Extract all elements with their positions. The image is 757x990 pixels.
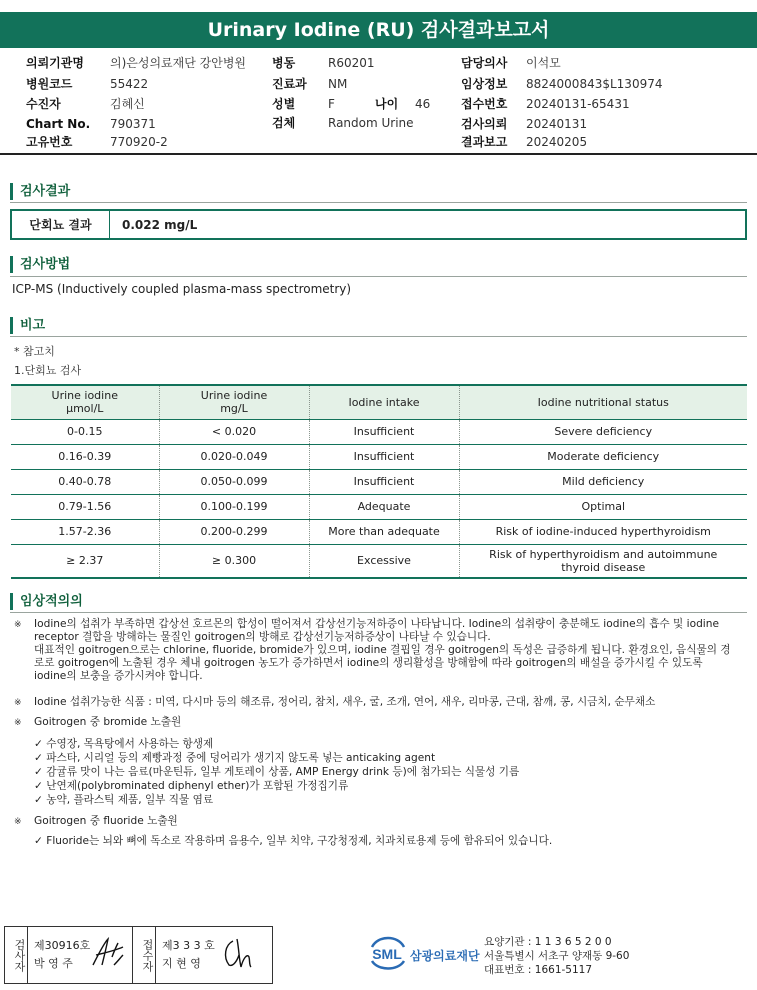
list-item: ✓ 파스타, 시리얼 등의 제빵과정 중에 덩어리가 생기지 않도록 넣는 anticaking agent <box>34 752 436 764</box>
approver-label-cell <box>133 927 156 983</box>
table-cell: Adequate <box>309 494 459 519</box>
table-cell: 0.020-0.049 <box>159 444 309 469</box>
table-cell: 0.050-0.099 <box>159 469 309 494</box>
tester-signature <box>90 935 126 969</box>
header-divider <box>0 153 757 155</box>
table-cell: More than adequate <box>309 519 459 544</box>
age-label: 나이 <box>375 97 399 111</box>
header-value: 770920-2 <box>110 135 168 149</box>
table-row <box>11 469 747 494</box>
tester-label-cell <box>5 927 28 983</box>
table-cell: Moderate deficiency <box>459 444 747 469</box>
table-header-row <box>11 385 747 419</box>
table-cell: Excessive <box>309 544 459 578</box>
header-value: 이석모 <box>526 56 561 70</box>
table-cell: Risk of iodine-induced hyperthyroidism <box>459 519 747 544</box>
header-value: 55422 <box>110 77 149 91</box>
section-divider <box>10 202 747 203</box>
institution-phone: 대표번호 : 1661-5117 <box>484 964 593 976</box>
clinical-paragraph: Goitrogen 중 bromide 노출원 <box>34 716 182 728</box>
tester-license: 제30916호 <box>34 939 91 952</box>
report-title: Urinary Iodine (RU) 검사결과보고서 <box>0 12 757 48</box>
table-row <box>11 519 747 544</box>
header-value: 의)은성의료재단 강안병원 <box>110 56 247 70</box>
section-title-remarks: 비고 <box>10 317 45 334</box>
table-cell: Insufficient <box>309 444 459 469</box>
header-label: 접수번호 <box>461 97 508 111</box>
approver-name: 지 현 영 <box>162 957 201 970</box>
header-label: 병동 <box>272 56 296 70</box>
header-row <box>26 135 72 150</box>
table-cell: 0.79-1.56 <box>11 494 159 519</box>
table-row <box>11 444 747 469</box>
header-label: 담당의사 <box>461 56 508 70</box>
header-label: 임상정보 <box>461 77 508 91</box>
org-name: 삼광의료재단 <box>410 949 480 963</box>
table-cell: < 0.020 <box>159 419 309 444</box>
column-header <box>159 385 309 419</box>
column-header: Iodine nutritional status <box>459 385 747 419</box>
table-cell: Insufficient <box>309 469 459 494</box>
header-value: 790371 <box>110 117 156 131</box>
section-title-clinical: 임상적의의 <box>10 593 83 610</box>
signature-box <box>4 926 273 984</box>
header-label: 의뢰기관명 <box>26 56 84 70</box>
result-value: 0.022 mg/L <box>122 217 198 232</box>
header-label: 검사의뢰 <box>461 117 508 131</box>
table-row <box>11 544 747 578</box>
section-title-method: 검사방법 <box>10 256 70 273</box>
table-cell: ≥ 2.37 <box>11 544 159 578</box>
section-divider <box>10 612 747 613</box>
clinical-paragraph: Goitrogen 중 fluoride 노출원 <box>34 815 178 827</box>
tester-name: 박 영 주 <box>34 957 73 970</box>
header-value: 20240131 <box>526 117 588 131</box>
list-item: ✓ 감귤류 맛이 나는 음료(마운틴듀, 일부 게토레이 상품, AMP Energy drink 등)에 첨가되는 식물성 기름 <box>34 766 520 778</box>
reference-table <box>11 384 747 579</box>
institution-address: 서울특별시 서초구 양재동 9-60 <box>484 950 630 962</box>
header-row <box>26 77 72 92</box>
column-header <box>11 385 159 419</box>
section-title-result: 검사결과 <box>10 183 70 200</box>
list-item: ✓ 난연제(polybrominated diphenyl ether)가 포함된 가정집기류 <box>34 780 349 792</box>
table-cell: Severe deficiency <box>459 419 747 444</box>
clinical-paragraph: Iodine의 섭취가 부족하면 갑상선 호르몬의 합성이 떨어져서 갑상선기능저하증이 나타납니다. Iodine의 섭취량이 충분해도 iodine의 흡수 및 iodine receptor 결합을 방해하는 물질인 goitrogen의 방해로 갑상선기능저하증상이 나타날 수 있습니다. <box>34 618 719 643</box>
list-item: ✓ 수영장, 목욕탕에서 사용하는 항생제 <box>34 738 214 750</box>
table-cell: Optimal <box>459 494 747 519</box>
header-value: Random Urine <box>328 116 414 130</box>
table-cell: Insufficient <box>309 419 459 444</box>
bullet-icon: ※ <box>14 620 22 630</box>
column-header: Iodine intake <box>309 385 459 419</box>
header-label: 성별 <box>272 97 296 111</box>
bullet-icon: ※ <box>14 718 22 728</box>
header-label: Chart No. <box>26 117 91 131</box>
reference-note: * 참고치 <box>14 345 55 358</box>
result-box <box>10 209 747 240</box>
table-cell: ≥ 0.300 <box>159 544 309 578</box>
result-label: 단회뇨 결과 <box>12 211 110 238</box>
method-text: ICP-MS (Inductively coupled plasma-mass spectrometry) <box>12 282 352 296</box>
table-cell: 1.57-2.36 <box>11 519 159 544</box>
logo-text: SML <box>372 946 402 962</box>
header-label: 고유번호 <box>26 135 73 149</box>
table-cell: 0.40-0.78 <box>11 469 159 494</box>
clinical-paragraph: 대표적인 goitrogen으로는 chlorine, fluoride, bromide가 있으며, iodine 결핍일 경우 goitrogen의 독성은 급증하게 됩니다. 환경요인, 음식물의 경로로 goitrogen에 노출된 경우 체내 goitrogen 농도가 증가하면서 iodine의 생리활성을 방해함에 따라 goitrogen의 배설을 증가시킬 수 있도록 iodine의 보충을 증가시켜야 합니다. <box>34 644 731 682</box>
table-cell: Mild deficiency <box>459 469 747 494</box>
tester-block <box>28 927 133 983</box>
header-label: 수진자 <box>26 97 61 111</box>
tester-label: 검사자 <box>13 938 26 972</box>
header-row <box>26 117 90 132</box>
header-label: 결과보고 <box>461 135 508 149</box>
header-label: 병원코드 <box>26 77 73 91</box>
section-divider <box>10 276 747 277</box>
header-value: 8824000843$L130974 <box>526 77 663 91</box>
table-cell: 0-0.15 <box>11 419 159 444</box>
header-value: 김혜신 <box>110 97 145 111</box>
table-cell: 0.100-0.199 <box>159 494 309 519</box>
header-value: F <box>328 97 335 111</box>
header-value: NM <box>328 77 348 91</box>
bullet-icon: ※ <box>14 698 22 708</box>
table-row <box>11 494 747 519</box>
reference-subtitle: 1.단회뇨 검사 <box>14 364 82 377</box>
header-row <box>26 56 84 71</box>
list-item: ✓ Fluoride는 뇌와 뼈에 독소로 작용하며 음용수, 일부 치약, 구강청정제, 치과치료용제 등에 함유되어 있습니다. <box>34 835 553 847</box>
approver-label: 접수자 <box>141 938 154 972</box>
table-row <box>11 419 747 444</box>
table-cell: 0.200-0.299 <box>159 519 309 544</box>
approver-block <box>156 927 261 983</box>
list-item: ✓ 농약, 플라스틱 제품, 일부 직물 염료 <box>34 794 214 806</box>
bullet-icon: ※ <box>14 817 22 827</box>
clinical-paragraph: Iodine 섭취가능한 식품 : 미역, 다시마 등의 해조류, 정어리, 참치, 새우, 굴, 조개, 연어, 새우, 리마콩, 근대, 참깨, 콩, 시금치, 순무채소 <box>34 696 656 708</box>
header-label: 검체 <box>272 116 296 130</box>
table-cell: Risk of hyperthyroidism and autoimmune thyroid disease <box>459 544 747 578</box>
sml-logo-icon <box>366 933 408 973</box>
table-cell: 0.16-0.39 <box>11 444 159 469</box>
header-value: R60201 <box>328 56 375 70</box>
header-line: Urine iodine μmol/L <box>51 389 118 416</box>
age-value: 46 <box>415 97 431 111</box>
section-divider <box>10 336 747 337</box>
header-value: 20240131-65431 <box>526 97 630 111</box>
approver-signature <box>219 935 255 971</box>
institution-code: 요양기관 : 1 1 3 6 5 2 0 0 <box>484 936 612 948</box>
header-row <box>26 97 61 112</box>
header-line: Urine iodine mg/L <box>200 389 268 416</box>
header-label: 진료과 <box>272 77 307 91</box>
header-value: 20240205 <box>526 135 588 149</box>
approver-license: 제3 3 3 호 <box>162 939 215 952</box>
